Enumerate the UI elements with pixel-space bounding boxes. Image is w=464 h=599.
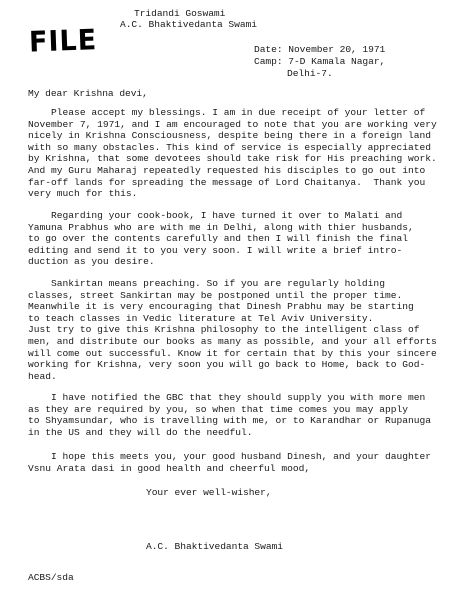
paragraph-line: classes, street Sankirtan may be postponed until the proper time. bbox=[28, 289, 403, 301]
paragraph-line: to Shyamsundar, who is travelling with me, or to Karandhar or Rupanuga bbox=[28, 415, 432, 427]
paragraph-line: editing and send it to you very soon. I will write a brief intro- bbox=[28, 244, 403, 256]
paragraph-line: working for Krishna, very soon you will go back to Home, back to God- bbox=[28, 359, 426, 371]
paragraph-line: far-off lands for spreading the message of Lord Chaitanya. Thank you bbox=[28, 176, 426, 188]
file-stamp: FILE bbox=[28, 24, 98, 59]
paragraph-sankirtan bbox=[28, 278, 437, 382]
paragraph-cookbook bbox=[28, 210, 414, 268]
paragraph-line: Please accept my blessings. I am in due receipt of your letter of bbox=[28, 107, 426, 118]
paragraph-line: men, and distribute our books as many as possible, and your all efforts bbox=[28, 335, 437, 347]
sender-title: A.C. Bhaktivedanta Swami bbox=[120, 19, 257, 30]
paragraph-line: to go over the contents carefully and then I will finish the final bbox=[28, 233, 408, 245]
paragraph-line: And my Guru Maharaj repeatedly requested his disciples to go out into bbox=[28, 164, 426, 176]
paragraph-line: I hope this meets you, your good husband Dinesh, and your daughter bbox=[28, 451, 432, 462]
paragraph-line: as they are required by you, so when that time comes you may apply bbox=[28, 403, 408, 415]
paragraph-line: Meanwhile it is very encouraging that Dinesh Prabhu may be starting bbox=[28, 301, 414, 313]
camp-city: Delhi-7. bbox=[287, 68, 333, 79]
paragraph-line: to teach classes in Vedic literature at Tel Aviv University. bbox=[28, 312, 374, 324]
closing: Your ever well-wisher, bbox=[146, 487, 272, 498]
paragraph-line: nicely in Krishna Consciousness, despite being there in a foreign land bbox=[28, 130, 432, 142]
paragraph-line: duction as you desire. bbox=[28, 256, 155, 268]
paragraph-line: very much for this. bbox=[28, 188, 138, 200]
paragraph-gbc bbox=[28, 392, 431, 438]
date-line: Date: November 20, 1971 bbox=[254, 44, 386, 55]
paragraph-line: Yamuna Prabhus who are with me in Delhi, along with thier husbands, bbox=[28, 221, 414, 233]
paragraph-line: Vsnu Arata dasi in good health and cheerful mood, bbox=[28, 462, 311, 474]
sender-name: Tridandi Goswami bbox=[134, 8, 226, 19]
paragraph-line: November 7, 1971, and I am encouraged to note that you are working very bbox=[28, 118, 437, 130]
paragraph-line: with so many obstacles. This kind of service is especially appreciated bbox=[28, 141, 432, 153]
paragraph-line: in the US and they will do the needful. bbox=[28, 426, 253, 438]
paragraph-line: I have notified the GBC that they should supply you with more men bbox=[28, 392, 426, 403]
paragraph-line: Sankirtan means preaching. So if you are regularly holding bbox=[28, 278, 385, 289]
paragraph-blessings bbox=[28, 107, 437, 200]
camp-line: Camp: 7-D Kamala Nagar, bbox=[254, 56, 386, 67]
signature-name: A.C. Bhaktivedanta Swami bbox=[146, 541, 283, 552]
paragraph-line: Regarding your cook-book, I have turned it over to Malati and bbox=[28, 210, 403, 221]
paragraph-line: will come out successful. Know it for certain that by this your sincere bbox=[28, 347, 437, 359]
paragraph-line: by Krishna, that some devotees should take risk for His preaching work. bbox=[28, 153, 437, 165]
paragraph-line: head. bbox=[28, 370, 57, 382]
initials: ACBS/sda bbox=[28, 572, 74, 583]
salutation: My dear Krishna devi, bbox=[28, 88, 148, 99]
paragraph-line: Just try to give this Krishna philosophy to the intelligent class of bbox=[28, 324, 420, 336]
paragraph-closing-wishes bbox=[28, 451, 431, 474]
